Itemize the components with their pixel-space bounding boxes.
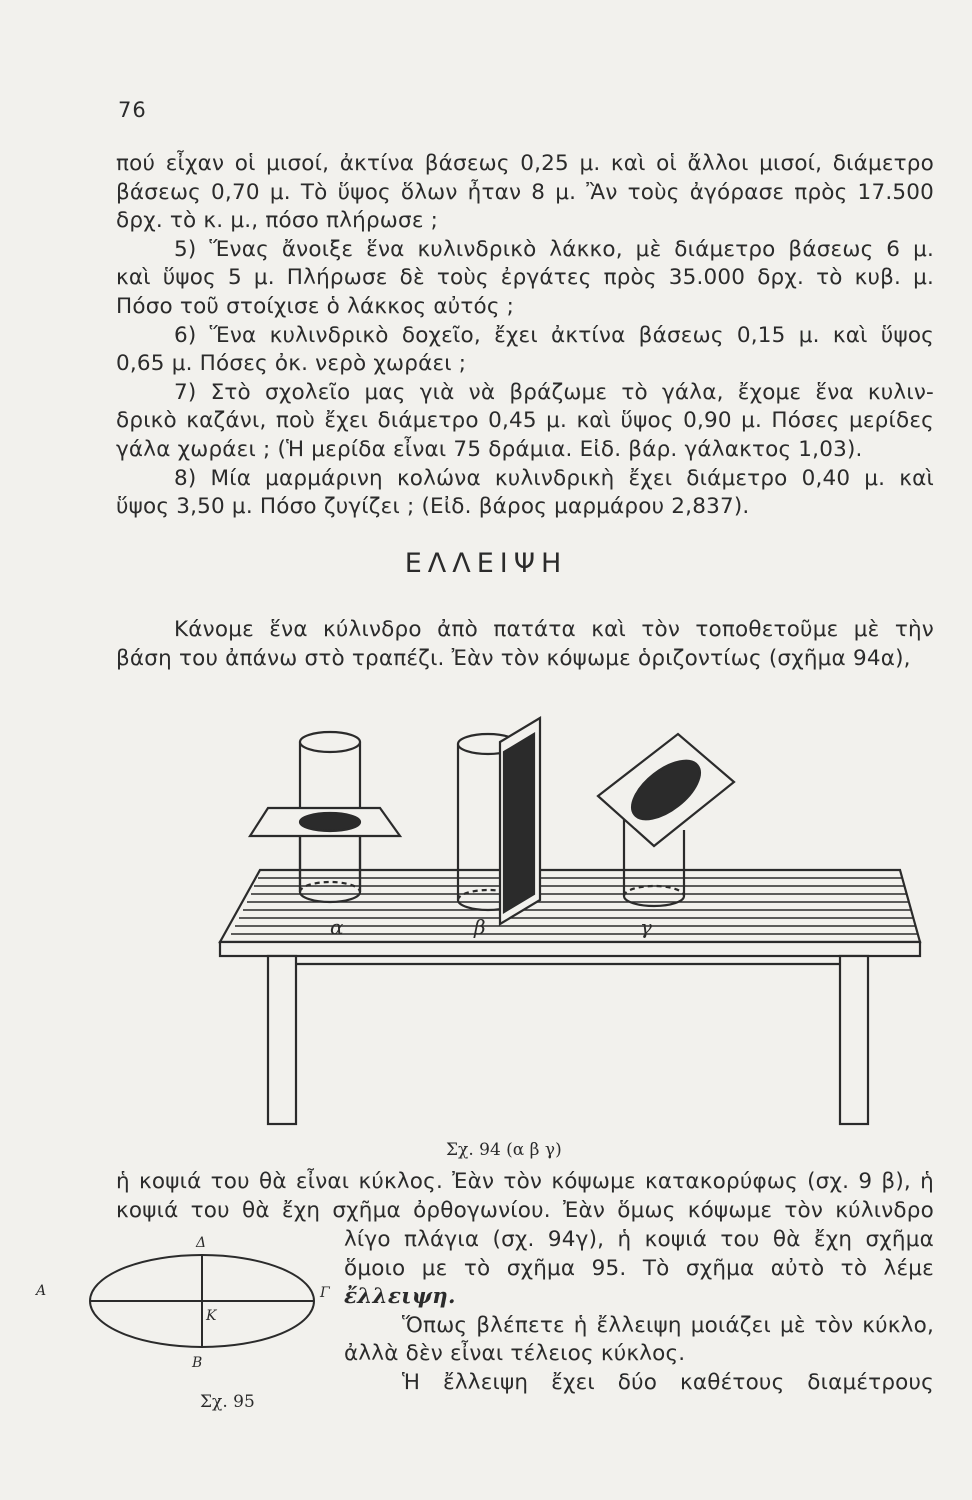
exercise-block xyxy=(116,150,934,522)
label-delta: Δ xyxy=(196,1235,207,1251)
section-heading: ΕΛΛΕΙΨΗ xyxy=(404,548,568,579)
label-beta: Β xyxy=(192,1355,203,1371)
text-line: βάση του ἀπάνω στὸ τραπέζι. Ἐὰν τὸν κόψωμε ὁριζοντίως (σχῆμα 94α), xyxy=(116,645,911,671)
text-line: δρικὸ καζάνι, ποὺ ἔχει διάμετρο 0,45 μ. καὶ ὕψος 0,90 μ. Πόσες μερίδες xyxy=(116,408,934,434)
text-line: γάλα χωράει ; (Ἡ μερίδα εἶναι 75 δράμια. Εἰδ. βάρ. γάλακτος 1,03). xyxy=(116,436,863,462)
exercise-6: 6) Ἕνα κυλινδρικὸ δοχεῖο, ἔχει ἀκτίνα βάσεως 0,15 μ. καὶ ὕψος xyxy=(174,322,934,348)
label-kappa: Κ xyxy=(206,1308,217,1324)
intro-paragraph xyxy=(116,616,934,673)
figure-label-gamma: γ xyxy=(640,915,652,939)
exercise-5: 5) Ἕνας ἄνοιξε ἕνα κυλινδρικὸ λάκκο, μὲ διάμετρο βάσεως 6 μ. xyxy=(174,236,934,262)
figure-94-caption: Σχ. 94 (α β γ) xyxy=(446,1140,562,1160)
page-number: 76 xyxy=(118,98,147,122)
text-line: Ἡ ἔλλειψη ἔχει δύο καθέτους διαμέτρους xyxy=(402,1369,934,1395)
ellipse-term: ἔλλειψη. xyxy=(344,1284,456,1310)
text-line: ἀλλὰ δὲν εἶναι τέλειος κύκλος. xyxy=(344,1341,686,1367)
text-line: 0,65 μ. Πόσες ὀκ. νερὸ χωράει ; xyxy=(116,351,467,377)
text-line: ὕψος 3,50 μ. Πόσο ζυγίζει ; (Εἰδ. βάρος μαρμάρου 2,837). xyxy=(116,494,750,520)
text-line: ὅμοιο με τὸ σχῆμα 95. Τὸ σχῆμα αὐτὸ τὸ λέμε xyxy=(344,1255,934,1281)
figure-label-beta: β xyxy=(474,915,486,939)
text-line: κοψιά του θὰ ἔχη σχῆμα ὀρθογωνίου. Ἐὰν ὅμως κόψωμε τὸν κύλινδρο xyxy=(116,1197,934,1223)
text-line: καὶ ὕψος 5 μ. Πλήρωσε δὲ τοὺς ἐργάτες πρὸς 35.000 δρχ. τὸ κυβ. μ. xyxy=(116,265,934,291)
text-line: Κάνομε ἕνα κύλινδρο ἀπὸ πατάτα καὶ τὸν τοποθετοῦμε μὲ τὴν xyxy=(174,617,934,642)
figure-95-caption: Σχ. 95 xyxy=(200,1392,255,1412)
exercise-7: 7) Στὸ σχολεῖο μας γιὰ νὰ βράζωμε τὸ γάλα, ἔχομε ἕνα κυλιν- xyxy=(174,379,934,405)
text-line: ἡ κοψιά του θὰ εἶναι κύκλος. Ἐὰν τὸν κόψωμε κατακορύφως (σχ. 9 β), ἡ xyxy=(116,1169,934,1194)
text-line: βάσεως 0,70 μ. Τὸ ὕψος ὅλων ἦταν 8 μ. Ἂν τοὺς ἀγόρασε πρὸς 17.500 xyxy=(116,179,934,205)
wrapped-text xyxy=(344,1226,934,1398)
exercise-8: 8) Μία μαρμάρινη κολώνα κυλινδρικὴ ἔχει διάμετρο 0,40 μ. καὶ xyxy=(174,465,934,491)
text-line: Πόσο τοῦ στοίχισε ὁ λάκκος αὐτός ; xyxy=(116,293,515,319)
after-figure-paragraph xyxy=(116,1168,934,1225)
figure-95 xyxy=(30,1225,350,1385)
text-line: πού εἶχαν οἱ μισοί, ἀκτίνα βάσεως 0,25 μ. καὶ οἱ ἄλλοι μισοί, διάμετρο xyxy=(116,151,934,176)
label-alpha: Α xyxy=(36,1283,47,1299)
text-line: Ὅπως βλέπετε ἡ ἔλλειψη μοιάζει μὲ τὸν κύκλο, xyxy=(402,1312,934,1338)
figure-94 xyxy=(200,712,940,1132)
text-line: λίγο πλάγια (σχ. 94γ), ἡ κοψιά του θὰ ἔχη σχῆμα xyxy=(344,1227,934,1252)
label-gamma: Γ xyxy=(320,1285,330,1301)
figure-label-alpha: α xyxy=(330,915,344,939)
text-line: δρχ. τὸ κ. μ., πόσο πλήρωσε ; xyxy=(116,208,439,234)
